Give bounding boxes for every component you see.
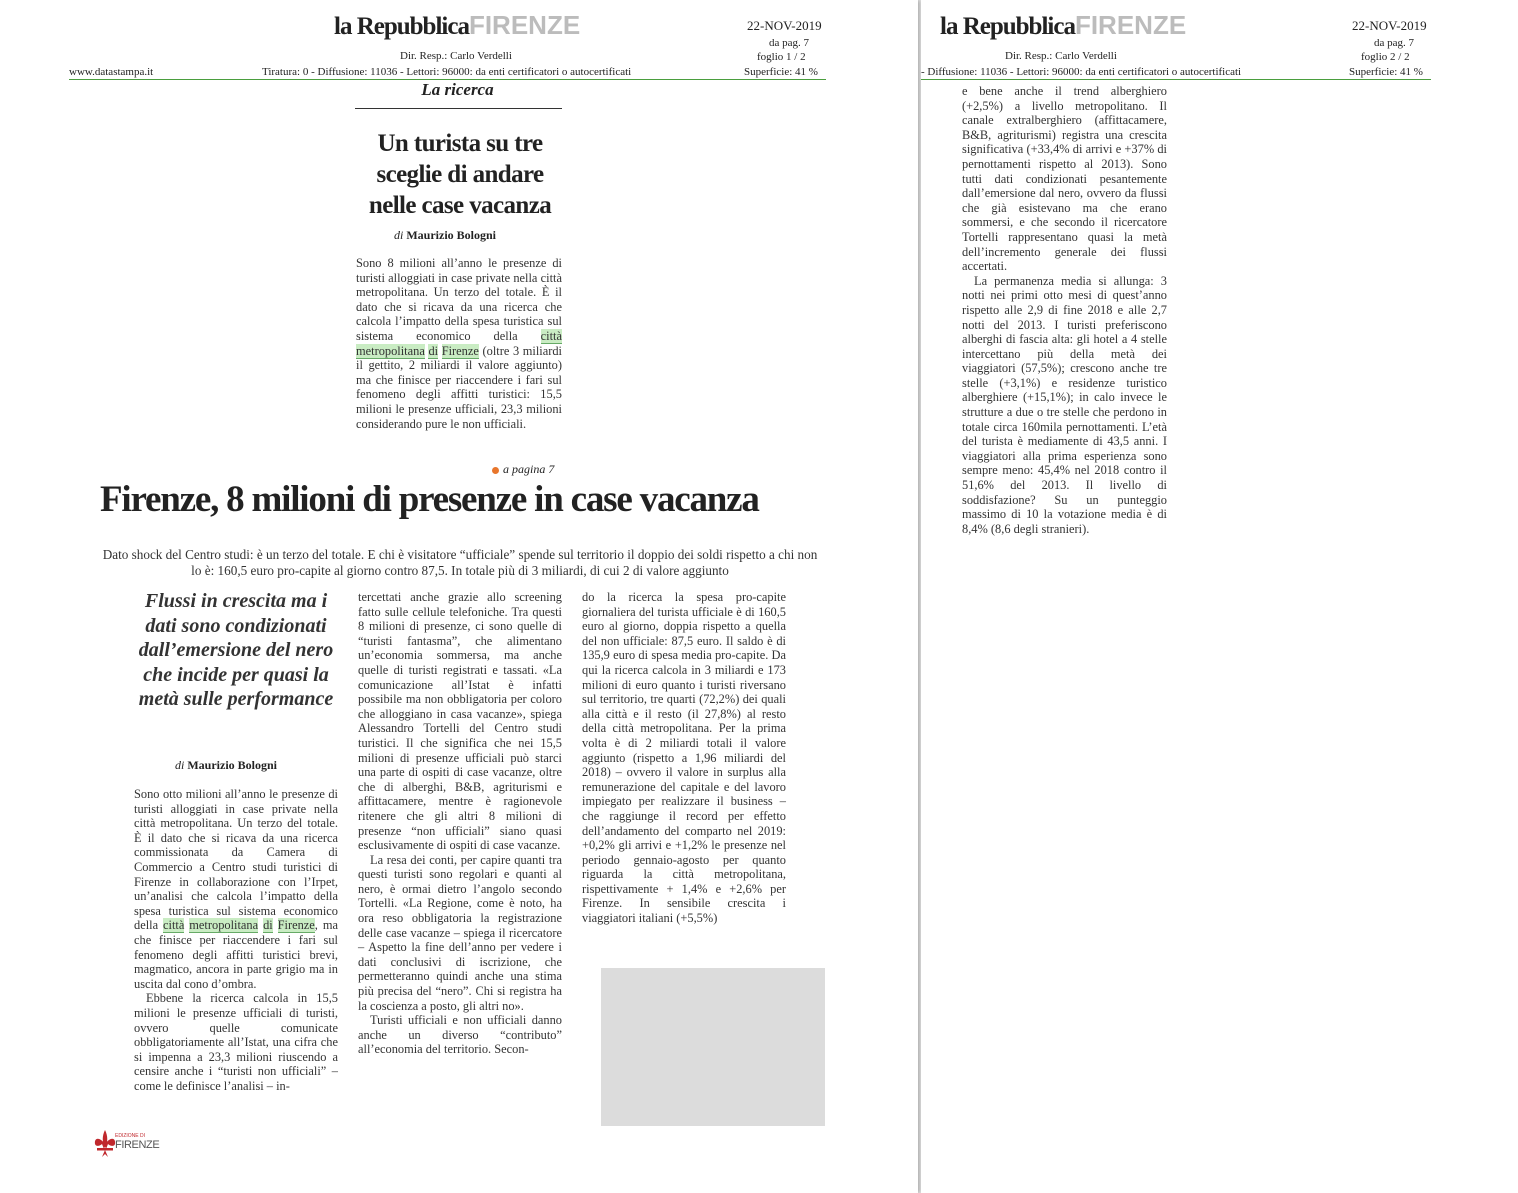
paragraph-text: Sono otto milioni all’anno le presenze di turisti alloggiati in case private nella città metropolitana. Un terzo del totale. È il dato che si ricava da una ricerca commissionata da Camera di Commercio a Centro studi turistici di Firenze in collaborazione con l’Irpet, un’analisi che calcola l’impatto della spesa turistica sul sistema economico della [134, 787, 338, 933]
byline-prefix: di [394, 228, 404, 242]
teaser-title-line: Un turista su tre [377, 130, 543, 157]
masthead [334, 10, 580, 41]
article-column-1 [134, 787, 338, 1093]
page-reference [492, 462, 554, 477]
paragraph: e bene anche il trend alberghiero (+2,5%) a livello metropolitano. Il canale extralberghiero (affittacamere, B&B, agriturismi) registra una crescita significativa (+33,4% di arrivi e +37% di pernottamenti rispetto al 2013). Sono tutti dati condizionati pesantemente dall’emersione dal nero, ovvero da flussi che già esistevano ma che erano sommersi, e che secondo il ricercatore Tortelli rappresentano quasi la metà dell’incremento generale dei flussi accertati. [962, 84, 1167, 274]
circulation: - Diffusione: 11036 - Lettori: 96000: da enti certificatori o autocertificati [921, 66, 1242, 78]
kicker: La ricerca [421, 80, 494, 99]
edition-logo [92, 1128, 172, 1162]
masthead-edition: FIRENZE [1074, 10, 1187, 40]
highlight: di [263, 918, 273, 933]
surface: Superficie: 41 % [744, 66, 818, 78]
masthead-main: la Repubblica [334, 13, 469, 40]
dir-resp: Dir. Resp.: Carlo Verdelli [1005, 50, 1117, 62]
article-column-2 [358, 590, 562, 1057]
teaser-text: (oltre 3 miliardi il gettito, 2 miliardi il valore aggiunto) ma che finisce per riaccendere i fari sul fenomeno degli affitti turistici: 15,5 milioni le presenze ufficiali, 23,3 milioni considerando pure le non ufficiali. [356, 343, 562, 431]
clipping-page-2 [921, 0, 1518, 1193]
teaser-body [356, 256, 562, 431]
paragraph: La permanenza media si allunga: 3 notti nei primi otto mesi di quest’anno rispetto alle 2,9 di fine 2018 e alle 2,7 notti del 2013. I turisti preferiscono alberghi di fascia alta: gli hotel a 4 stelle intercettano più della metà dei viaggiatori (57,5%); crescono anche tre stelle (+3,1%) e residenze turistico alberghiere (+15,1%); in calo invece le strutture a due o tre stelle che perdono in totale circa 160mila pernottamenti. L’età del turista è mediamente di 43,5 anni. I viaggiatori alla prima esperienza sono sempre meno: 45,4% nel 2018 contro il 51,6% del 2013. Il livello di soddisfazione? Su un punteggio massimo di 10 la votazione media è di 8,4% (8,6 degli stranieri). [962, 273, 1167, 536]
paragraph: tercettati anche grazie allo screening fatto sulle cellule telefoniche. Tra questi 8 milioni di presenze, ci sono quelle di “turisti fantasma”, che alimentano un’economia sommersa, ma anche quelle di turisti registrati e tassati. «La comunicazione all’Istat è infatti possibile ma non obbligatoria per coloro che alloggiano in casa vacanze», spiega Alessandro Tortelli del Centro studi turistici. Il che significa che nei 15,5 milioni di presenze ufficiali può starci una parte di ospiti di case vacanze, oltre che di alberghi, B&B, agriturismi e affittacamere, mentre è ragionevole ritenere che gli altri 8 milioni di presenze “non ufficiali” siano quasi esclusivamente di ospiti di case vacanze. [358, 590, 562, 853]
logo-small-text: EDIZIONE DI [115, 1133, 146, 1139]
pull-quote: Flussi in crescita ma i dati sono condizionati dall’emersione del nero che incide per quasi la metà sulle performance [138, 590, 334, 710]
byline-prefix: di [175, 758, 185, 772]
highlight: Firenze [441, 343, 479, 358]
surface: Superficie: 41 % [1349, 66, 1423, 78]
page-reference-text: a pagina 7 [503, 462, 555, 476]
article-byline [175, 758, 277, 773]
paragraph-text: , ma che finisce per riaccendere i fari sul fenomeno degli affitti turistici brevi, magmatico, ancora in parte grigio ma in uscita dal cono d’ombra. [134, 918, 338, 991]
highlight: di [428, 343, 439, 358]
date: 22-NOV-2019 [1352, 18, 1427, 33]
orange-dot-icon [492, 467, 499, 474]
photo-placeholder [601, 968, 825, 1126]
masthead-edition: FIRENZE [468, 10, 581, 40]
website: www.datastampa.it [69, 66, 154, 78]
kicker-rule [355, 108, 562, 109]
circulation: Tiratura: 0 - Diffusione: 11036 - Lettori: 96000: da enti certificatori o autocertificati [262, 66, 632, 78]
headline: Firenze, 8 milioni di presenze in case vacanza [100, 479, 759, 520]
sheet-number: foglio 1 / 2 [757, 51, 806, 63]
subhead: Dato shock del Centro studi: è un terzo del totale. E chi è visitatore “ufficiale” spende sul territorio il doppio dei soldi rispetto a chi non lo è: 160,5 euro pro-capite al giorno contro 87,5. In totale più di 3 miliardi, di cui 2 di valore aggiunto [102, 547, 818, 578]
paragraph: Ebbene la ricerca calcola in 15,5 milioni le presenze ufficiali di turisti, ovvero quelle comunicate obbligatoriamente all’Istat, una cifra che si impenna a 23,3 milioni riuscendo a censire anche i “turisti non ufficiali” – come le definisce l’analisi – in- [134, 991, 338, 1093]
article-column-3 [582, 590, 786, 926]
highlight: metropolitana [356, 343, 425, 358]
logo-city-text: FIRENZE [115, 1139, 160, 1151]
dir-resp: Dir. Resp.: Carlo Verdelli [400, 50, 512, 62]
paragraph: do la ricerca la spesa pro-capite giornaliera del turista ufficiale è di 160,5 euro al giorno, doppia rispetto a quella del non ufficiale: 87,5 euro. Il saldo è di 135,9 euro di spesa media pro-capite. Da qui la ricerca calcola in 3 miliardi e 173 milioni di euro quanto i turisti riversano sul territorio, tre quarti (72,2%) dei quali alla città e il resto (il 27,8%) al resto della città metropolitana. Per la prima volta è di 2 miliardi totali il valore aggiunto (rispetto a 1,96 miliardi del 2018) – ovvero il valore in surplus alla remunerazione del capitale e del lavoro impiegato per realizzare il business – che raggiunge il record per effetto dell’andamento del comparto nel 2019: +0,2% gli arrivi e +1,2% le presenze nel periodo gennaio-agosto per quanto riguarda la città metropolitana, rispettivamente + 1,4% e +2,6% per Firenze. In sensibile crescita i viaggiatori italiani (+5,5%) [582, 590, 786, 926]
teaser-title-line: nelle case vacanza [368, 192, 552, 219]
highlight: città [540, 328, 562, 343]
date: 22-NOV-2019 [747, 18, 822, 33]
highlight: Firenze [277, 918, 315, 933]
teaser-title-line: sceglie di andare [376, 161, 544, 188]
teaser-text: Sono 8 milioni all’anno le presenze di turisti alloggiati in case private nella città metropolitana. Un terzo del totale. È il dato che si ricava da una ricerca che calcola l’impatto della spesa turistica sul sistema economico della [356, 256, 562, 343]
teaser-byline [394, 228, 496, 243]
paragraph: La resa dei conti, per capire quanti tra questi turisti sono regolari e quanti al nero, è ormai dietro l’angolo secondo Tortelli. «La Regione, come è noto, ha ora reso obbligatoria la registrazione delle case vacanze – spiega il ricercatore – Aspetto la fine dell’anno per vedere i dati conclusivi di iscrizione, che permetteranno quindi anche una stima più precisa del “nero”. Chi si registra ha la coscienza a posto, gli altri no». [358, 852, 562, 1013]
masthead-main: la Repubblica [940, 13, 1075, 40]
page-source: da pag. 7 [769, 37, 810, 49]
sheet-number: foglio 2 / 2 [1361, 51, 1410, 63]
masthead [940, 10, 1186, 41]
byline-author: Maurizio Bologni [187, 758, 278, 772]
highlight: città [163, 918, 185, 933]
byline-author: Maurizio Bologni [406, 228, 497, 242]
paragraph: Turisti ufficiali e non ufficiali danno anche un diverso “contributo” all’economia del territorio. Secon- [358, 1013, 562, 1057]
highlight: metropolitana [189, 918, 259, 933]
header-rule [921, 79, 1431, 80]
continuation-column [962, 84, 1167, 536]
teaser-title [340, 128, 580, 221]
page-source: da pag. 7 [1374, 37, 1415, 49]
